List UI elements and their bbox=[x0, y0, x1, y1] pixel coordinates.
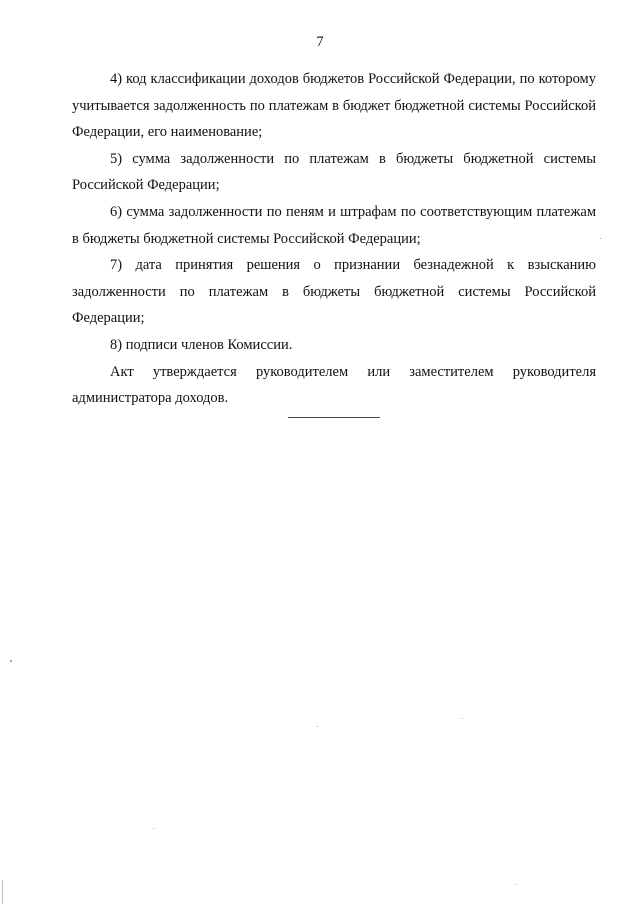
scan-speck bbox=[600, 238, 601, 239]
document-body bbox=[72, 66, 596, 412]
end-of-text-rule bbox=[288, 417, 380, 418]
list-item-8: 8) подписи членов Комиссии. bbox=[110, 336, 293, 353]
scan-speck bbox=[10, 660, 12, 662]
scan-speck bbox=[153, 828, 154, 829]
scan-edge-line bbox=[2, 880, 3, 904]
scan-speck bbox=[317, 726, 318, 727]
scan-speck bbox=[515, 884, 516, 885]
scan-speck bbox=[462, 718, 463, 719]
list-item-6: 6) сумма задолженности по пеням и штрафам по соответствующим платежам в бюджеты бюджетной системы Российской Федерации; bbox=[72, 203, 596, 247]
list-item-4: 4) код классификации доходов бюджетов Российской Федерации, по которому учитывается задолженность по платежам в бюджет бюджетной системы Российской Федерации, его наименование; bbox=[72, 71, 596, 141]
list-item-5: 5) сумма задолженности по платежам в бюджеты бюджетной системы Российской Федерации; bbox=[72, 150, 596, 194]
page-number: 7 bbox=[316, 34, 324, 50]
approval-paragraph: Акт утверждается руководителем или заместителем руководителя администратора доходов. bbox=[72, 363, 596, 407]
list-item-7: 7) дата принятия решения о признании безнадежной к взысканию задолженности по платежам в бюджеты бюджетной системы Российской Федерации; bbox=[72, 257, 596, 327]
